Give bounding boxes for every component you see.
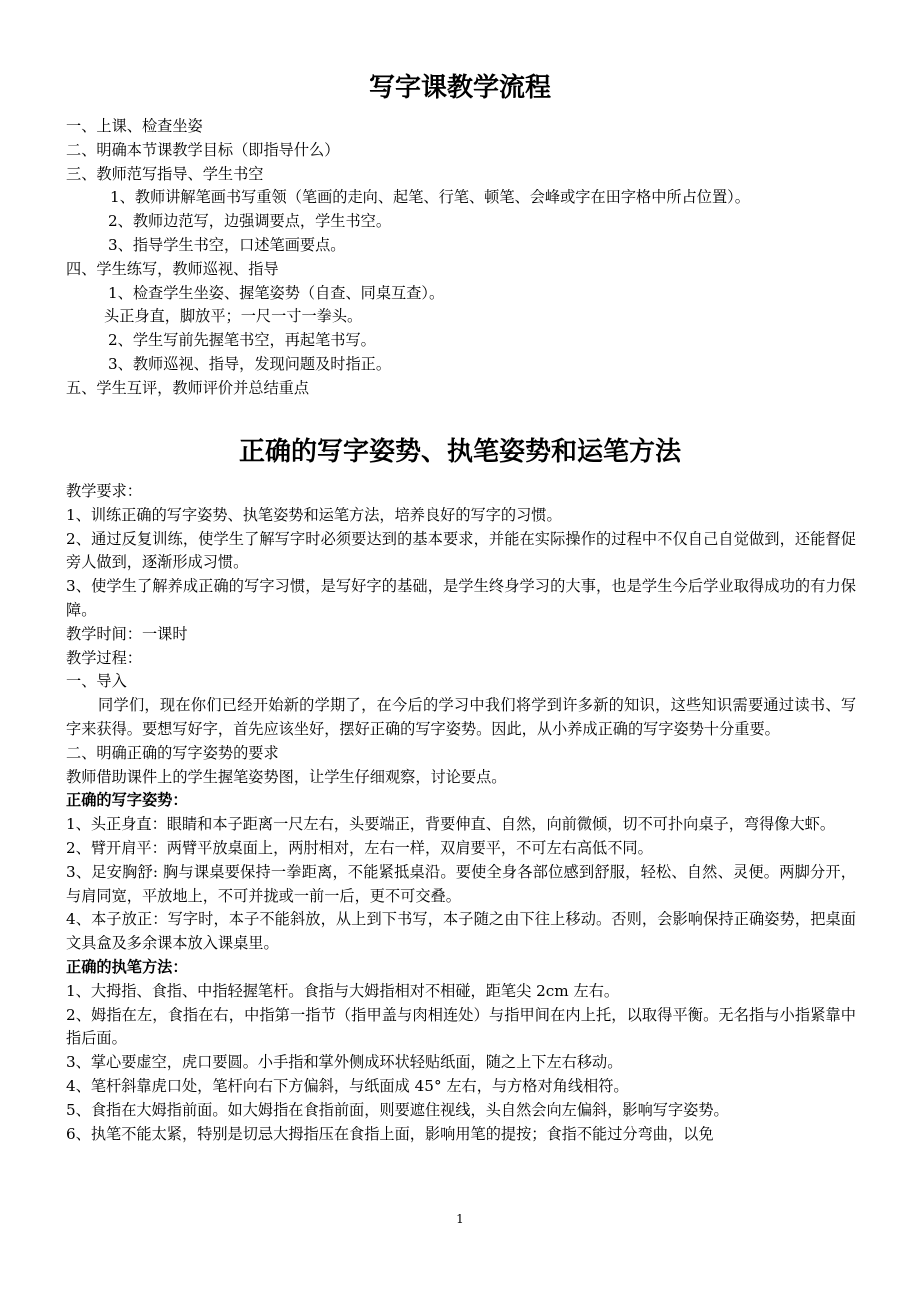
body-paragraph: 2、通过反复训练，使学生了解写字时必须要达到的基本要求，并能在实际操作的过程中不仅自己自觉做到，还能督促旁人做到，逐渐形成习惯。: [66, 529, 856, 572]
body-line: 2、臂开肩平：两臂平放桌面上，两肘相对，左右一样，双肩要平，不可左右高低不同。: [66, 838, 653, 857]
body-line: 6、执笔不能太紧，特别是切忌大拇指压在食指上面，影响用笔的提按；食指不能过分弯曲，以免: [66, 1124, 714, 1143]
flow-item: 3、指导学生书空，口述笔画要点。: [108, 235, 346, 254]
posture-section: [66, 480, 856, 1146]
body-line: 教学时间：一课时: [66, 624, 188, 643]
flow-item: 五、学生互评，教师评价并总结重点: [66, 378, 309, 397]
page-number: 1: [456, 1212, 464, 1226]
body-line: 教学过程：: [66, 648, 142, 667]
flow-item: 一、上课、检查坐姿: [66, 117, 203, 135]
body-line: 教师借助课件上的学生握笔姿势图，让学生仔细观察，讨论要点。: [66, 767, 507, 786]
flow-item: 三、教师范写指导、学生书空: [66, 164, 264, 183]
lesson-flow-section: [66, 115, 856, 401]
body-paragraph: 3、足安胸舒: 胸与课桌要保持一拳距离，不能紧抵桌沿。要使全身各部位感到舒服，轻松、自然、灵便。两脚分开，与肩同宽，平放地上，不可并拢或一前一后，更不可交叠。: [66, 862, 856, 905]
body-line: 一、导入: [66, 672, 127, 691]
body-line: 1、大拇指、食指、中指轻握笔杆。食指与大姆指相对不相碰，距笔尖 2cm 左右。: [66, 981, 620, 1000]
body-line: 5、食指在大姆指前面。如大姆指在食指前面，则要遮住视线，头自然会向左偏斜，影响写字姿势。: [66, 1100, 729, 1119]
body-paragraph: 4、本子放正：写字时，本子不能斜放，从上到下书写，本子随之由下往上移动。否则，会影响保持正确姿势，把桌面文具盒及多余课本放入课桌里。: [66, 910, 856, 953]
title-correct-posture: 正确的写字姿势、执笔姿势和运笔方法: [238, 437, 681, 467]
body-line: 1、训练正确的写字姿势、执笔姿势和运笔方法，培养良好的写字的习惯。: [66, 505, 562, 524]
body-paragraph: 同学们，现在你们已经开始新的学期了，在今后的学习中我们将学到许多新的知识，这些知识需要通过读书、写字来获得。要想写好字，首先应该坐好，摆好正确的写字姿势。因此，从小养成正确的写字姿势十分重要。: [66, 696, 856, 738]
body-line: 4、笔杆斜靠虎口处，笔杆向右下方偏斜，与纸面成 45° 左右，与方格对角线相符。: [66, 1076, 629, 1095]
flow-item: 2、教师边范写，边强调要点，学生书空。: [108, 212, 392, 231]
pen-holding-heading: 正确的执笔方法：: [66, 957, 188, 976]
posture-heading: 正确的写字姿势：: [66, 791, 188, 810]
body-paragraph: 1、头正身直：眼睛和本子距离一尺左右，头要端正，背要伸直、自然，向前微倾，切不可扑向桌子，弯得像大虾。: [66, 815, 836, 834]
title-writing-lesson-flow: 写字课教学流程: [368, 73, 551, 103]
body-paragraph: 2、姆指在左，食指在右，中指第一指节（指甲盖与肉相连处）与指甲间在内上托，以取得平衡。无名指与小指紧靠中指后面。: [66, 1005, 856, 1048]
flow-item: 头正身直，脚放平；一尺一寸一拳头。: [104, 307, 363, 326]
flow-item: 1、检查学生坐姿、握笔姿势（自查、同桌互查）。: [108, 283, 445, 302]
flow-item: 1、教师讲解笔画书写重领（笔画的走向、起笔、行笔、顿笔、会峰或字在田字格中所占位置）。: [110, 188, 750, 207]
flow-item: 二、明确本节课教学目标（即指导什么）: [66, 140, 340, 159]
body-paragraph: 3、使学生了解养成正确的写字习惯，是写好字的基础，是学生终身学习的大事，也是学生今后学业取得成功的有力保障。: [66, 577, 856, 619]
body-line: 二、明确正确的写字姿势的要求: [66, 743, 279, 762]
flow-item: 四、学生练写，教师巡视、指导: [66, 259, 279, 278]
flow-item: 2、学生写前先握笔书空，再起笔书写。: [108, 331, 376, 350]
body-line: 教学要求：: [66, 482, 142, 500]
flow-item: 3、教师巡视、指导，发现问题及时指正。: [108, 354, 392, 373]
body-line: 3、掌心要虚空，虎口要圆。小手指和掌外侧成环状轻贴纸面，随之上下左右移动。: [66, 1053, 623, 1072]
